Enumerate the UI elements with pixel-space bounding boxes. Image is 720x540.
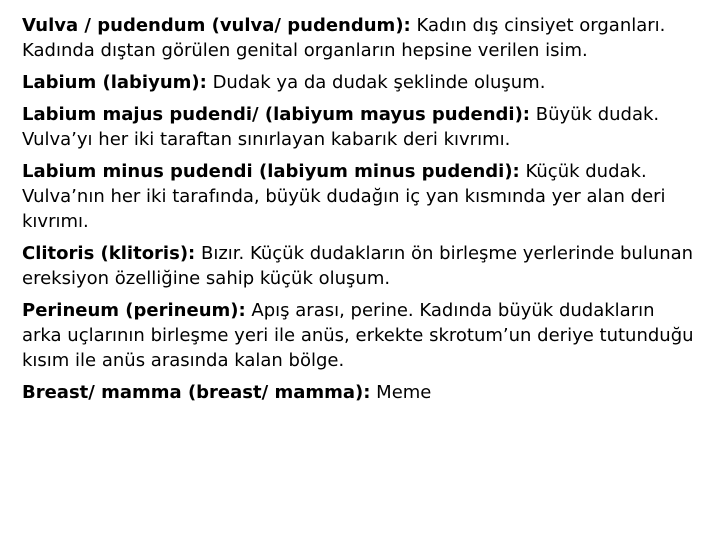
term: Vulva / pudendum (vulva/ pudendum):	[22, 15, 411, 36]
glossary-entry-labium	[22, 70, 698, 95]
glossary-entry-labium-minus	[22, 159, 698, 234]
glossary-entry-clitoris	[22, 241, 698, 291]
term: Breast/ mamma (breast/ mamma):	[22, 382, 371, 403]
definition: Kadın dış cinsiyet organları. Kadında dıştan görülen genital organların hepsine verilen isim.	[22, 15, 666, 61]
definition: Dudak ya da dudak şeklinde oluşum.	[206, 72, 546, 93]
glossary-entry-vulva	[22, 13, 698, 63]
term: Labium (labiyum):	[22, 72, 207, 93]
glossary-entry-labium-majus	[22, 102, 698, 152]
definition: Apış arası, perine. Kadında büyük dudakların arka uçlarının birleşme yeri ile anüs, erkekte skrotum’un deriye tutunduğu kısım ile anüs arasında kalan bölge.	[22, 300, 694, 371]
term: Clitoris (klitoris):	[22, 243, 196, 264]
glossary-entry-perineum	[22, 298, 698, 373]
glossary-entry-breast	[22, 380, 698, 405]
definition: Küçük dudak. Vulva’nın her iki tarafında, büyük dudağın iç yan kısmında yer alan deri kıvrımı.	[22, 161, 666, 232]
glossary-text	[22, 13, 698, 412]
term: Labium majus pudendi/ (labiyum mayus pudendi):	[22, 104, 531, 125]
term: Labium minus pudendi (labiyum minus pudendi):	[22, 161, 520, 182]
definition: Bızır. Küçük dudakların ön birleşme yerlerinde bulunan ereksiyon özelliğine sahip küçük oluşum.	[22, 243, 694, 289]
definition: Büyük dudak. Vulva’yı her iki taraftan sınırlayan kabarık deri kıvrımı.	[22, 104, 660, 150]
definition: Meme	[370, 382, 432, 403]
term: Perineum (perineum):	[22, 300, 246, 321]
